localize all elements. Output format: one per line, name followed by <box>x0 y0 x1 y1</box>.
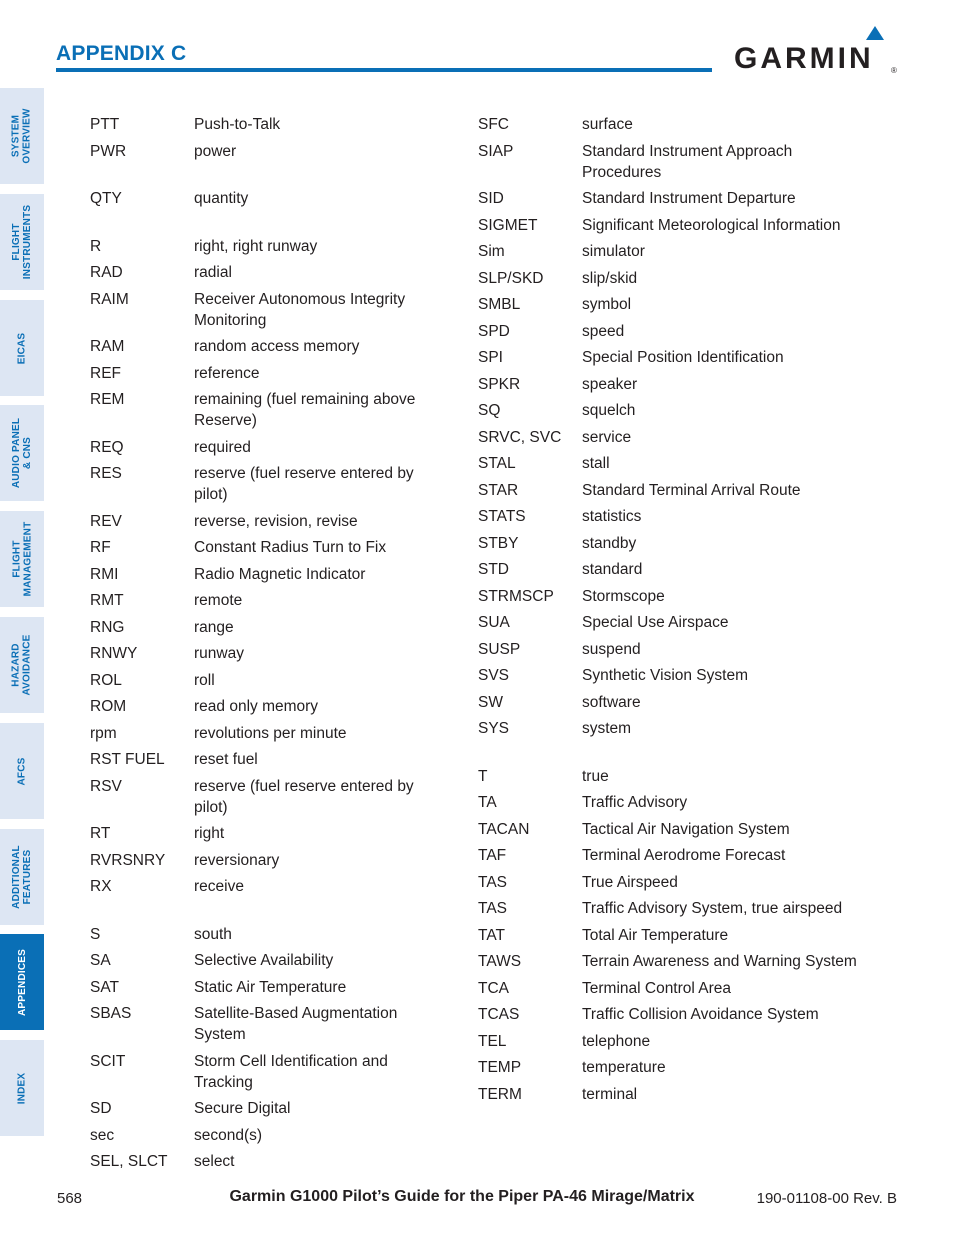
abbreviation: TCA <box>478 979 509 997</box>
abbreviation: RVRSNRY <box>90 851 166 869</box>
definition: Traffic Advisory System, true airspeed <box>582 900 843 917</box>
glossary-entry <box>90 776 450 818</box>
abbreviation: RAM <box>90 338 125 355</box>
glossary-entry <box>90 1125 450 1146</box>
abbreviation-list-right <box>478 114 858 1105</box>
definition: system <box>582 720 632 737</box>
glossary-entry <box>478 872 858 893</box>
definition: Push-to-Talk <box>194 116 281 133</box>
group-spacer <box>90 162 450 189</box>
abbreviation: SVS <box>478 667 510 684</box>
glossary-entry <box>478 506 858 527</box>
glossary-entry <box>90 977 450 998</box>
glossary-entry <box>478 321 858 342</box>
abbreviation: TAS <box>478 900 507 917</box>
definition: Standard Instrument Departure <box>582 190 796 207</box>
abbreviation: TCAS <box>478 1006 520 1023</box>
abbreviation: TACAN <box>478 820 530 838</box>
abbreviation: RAD <box>90 264 123 281</box>
glossary-entry <box>90 1003 450 1045</box>
definition: required <box>194 438 251 456</box>
glossary-entry <box>478 559 858 580</box>
glossary-entry <box>90 617 450 638</box>
definition: right, right runway <box>194 237 318 255</box>
definition: power <box>194 142 237 160</box>
glossary-entry <box>478 268 858 289</box>
glossary-entry <box>90 924 450 945</box>
tab-flight-instruments[interactable] <box>0 194 44 290</box>
glossary-entry <box>90 463 450 505</box>
abbreviation: ROL <box>90 671 122 689</box>
abbreviation: SUA <box>478 614 510 631</box>
glossary-entry <box>90 823 450 844</box>
abbreviation: SAT <box>90 978 119 996</box>
definition: Radio Magnetic Indicator <box>194 565 366 583</box>
definition: simulator <box>582 243 645 260</box>
abbreviation: SRVC, SVC <box>478 428 562 446</box>
abbreviation: SUSP <box>478 640 521 658</box>
abbreviation: T <box>478 767 488 785</box>
definition: surface <box>582 116 633 133</box>
tab-audio-panel-cns[interactable] <box>0 405 44 501</box>
definition: Tactical Air Navigation System <box>582 820 790 838</box>
abbreviation: TAWS <box>478 953 522 970</box>
glossary-entry <box>478 1057 858 1078</box>
abbreviation: SMBL <box>478 296 521 313</box>
definition: service <box>582 428 632 446</box>
abbreviation: TEMP <box>478 1059 522 1076</box>
glossary-entry <box>478 665 858 686</box>
definition: roll <box>194 671 215 689</box>
tab-eicas[interactable] <box>0 300 44 396</box>
glossary-entry <box>478 898 858 919</box>
document-number: 190-01108-00 Rev. B <box>756 1190 897 1207</box>
glossary-entry <box>90 670 450 691</box>
abbreviation: RNWY <box>90 645 138 662</box>
definition: stall <box>582 455 610 472</box>
abbreviation: RF <box>90 539 111 556</box>
glossary-entry <box>478 586 858 607</box>
abbreviation: QTY <box>90 190 122 207</box>
tab-label: APPENDICES <box>16 948 28 1016</box>
abbreviation: R <box>90 237 102 255</box>
glossary-entry <box>90 236 450 257</box>
abbreviation: REM <box>90 391 125 408</box>
abbreviation: STD <box>478 561 509 578</box>
definition: quantity <box>194 190 249 207</box>
definition: standard <box>582 561 643 578</box>
definition: select <box>194 1153 235 1170</box>
glossary-entry <box>90 437 450 458</box>
definition: Synthetic Vision System <box>582 667 748 684</box>
definition: random access memory <box>194 338 360 355</box>
abbreviation: ROM <box>90 698 127 715</box>
definition: Stormscope <box>582 587 665 605</box>
definition: right <box>194 825 225 842</box>
glossary-entry <box>478 845 858 866</box>
abbreviation: RAIM <box>90 290 129 308</box>
footer-title-text: Garmin G1000 Pilot’s Guide for the Piper PA-46 Mirage/Matrix <box>229 1188 695 1205</box>
definition: speaker <box>582 375 638 393</box>
glossary-entry <box>478 533 858 554</box>
abbreviation: STRMSCP <box>478 587 554 605</box>
tab-label: FLIGHT MANAGEMENT <box>11 521 33 597</box>
definition: Standard Instrument Approach Procedures <box>582 142 793 181</box>
abbreviation: REV <box>90 512 122 530</box>
abbreviation: STATS <box>478 508 526 525</box>
glossary-entry <box>478 951 858 972</box>
definition: symbol <box>582 296 632 313</box>
abbreviation: TERM <box>478 1085 522 1103</box>
abbreviation: SD <box>90 1100 112 1117</box>
abbreviation: RX <box>90 878 112 895</box>
abbreviation: REQ <box>90 438 124 456</box>
abbreviation: STAR <box>478 481 519 499</box>
glossary-entry <box>478 1084 858 1105</box>
glossary-entry <box>478 400 858 421</box>
glossary-entry <box>90 749 450 770</box>
glossary-entry <box>478 453 858 474</box>
abbreviation: SPI <box>478 349 503 366</box>
tab-label: EICAS <box>16 332 28 364</box>
abbreviation: SA <box>90 952 111 969</box>
glossary-entry <box>90 643 450 664</box>
definition: south <box>194 925 232 943</box>
glossary-entry <box>478 427 858 448</box>
abbreviation-list-left <box>90 114 450 1172</box>
definition: speed <box>582 322 625 340</box>
glossary-entry <box>90 289 450 331</box>
glossary-entry <box>478 766 858 787</box>
glossary-entry <box>478 978 858 999</box>
definition: telephone <box>582 1032 651 1050</box>
glossary-entry <box>478 188 858 209</box>
definition: reference <box>194 364 260 382</box>
garmin-triangle-icon <box>866 26 884 40</box>
definition: Terrain Awareness and Warning System <box>582 953 857 970</box>
abbreviation: REF <box>90 364 121 382</box>
glossary-entry <box>478 1031 858 1052</box>
definition: software <box>582 693 641 711</box>
glossary-entry <box>90 850 450 871</box>
glossary-entry <box>478 639 858 660</box>
glossary-entry <box>90 511 450 532</box>
abbreviation: SYS <box>478 720 510 737</box>
abbreviation: TAS <box>478 873 507 891</box>
abbreviation: SID <box>478 190 504 207</box>
definition: terminal <box>582 1085 638 1103</box>
tab-hazard-avoidance[interactable] <box>0 617 44 713</box>
abbreviation: SLP/SKD <box>478 269 544 287</box>
definition: Selective Availability <box>194 952 334 969</box>
glossary-entry <box>90 141 450 162</box>
tab-system-overview[interactable] <box>0 88 44 184</box>
abbreviation: RSV <box>90 777 122 795</box>
glossary-entry <box>478 374 858 395</box>
definition: Special Use Airspace <box>582 614 729 631</box>
abbreviation: STAL <box>478 455 516 472</box>
definition: Secure Digital <box>194 1100 291 1117</box>
glossary-entry <box>90 696 450 717</box>
group-spacer <box>90 209 450 236</box>
glossary-entry <box>90 114 450 135</box>
tab-label: AUDIO PANEL & CNS <box>11 417 34 489</box>
definition: standby <box>582 534 637 552</box>
abbreviation: SCIT <box>90 1052 126 1070</box>
glossary-entry <box>478 792 858 813</box>
definition: Special Position Identification <box>582 349 784 366</box>
definition: statistics <box>582 508 642 525</box>
definition: remaining (fuel remaining above Reserve) <box>194 391 416 429</box>
garmin-logo <box>734 26 898 76</box>
abbreviation: SEL, SLCT <box>90 1153 168 1170</box>
definition: range <box>194 618 234 636</box>
definition: true <box>582 767 609 785</box>
glossary-entry <box>90 336 450 357</box>
definition: Static Air Temperature <box>194 978 347 996</box>
abbreviation: RNG <box>90 618 125 636</box>
registered-mark: ® <box>891 66 897 75</box>
definition: reserve (fuel reserve entered by pilot) <box>194 465 414 503</box>
abbreviation: SQ <box>478 402 501 419</box>
definition: Receiver Autonomous Integrity Monitoring <box>194 290 406 329</box>
glossary-entry <box>90 1151 450 1172</box>
glossary-entry <box>478 141 858 183</box>
abbreviation: RMI <box>90 565 119 583</box>
abbreviation: TA <box>478 794 497 811</box>
glossary-entry <box>478 294 858 315</box>
page-number: 568 <box>57 1190 83 1207</box>
tab-label: HAZARD AVOIDANCE <box>11 634 34 696</box>
tab-label: FLIGHT INSTRUMENTS <box>11 204 34 280</box>
definition: Storm Cell Identification and Tracking <box>194 1052 388 1091</box>
abbreviation: TAF <box>478 847 507 864</box>
abbreviation: Sim <box>478 243 505 260</box>
glossary-entry <box>90 363 450 384</box>
definition: Satellite-Based Augmentation System <box>194 1005 398 1043</box>
tab-label: SYSTEM OVERVIEW <box>11 108 34 164</box>
tab-label: AFCS <box>16 756 28 786</box>
definition: temperature <box>582 1059 666 1076</box>
abbreviation: SBAS <box>90 1005 132 1022</box>
abbreviation: PWR <box>90 142 127 160</box>
glossary-entry <box>90 262 450 283</box>
definition: revolutions per minute <box>194 724 347 742</box>
definition: receive <box>194 878 244 895</box>
definition: Total Air Temperature <box>582 926 729 944</box>
glossary-entry <box>478 1004 858 1025</box>
abbreviation: TEL <box>478 1032 507 1050</box>
definition: second(s) <box>194 1126 263 1144</box>
definition: Significant Meteorological Information <box>582 216 841 234</box>
glossary-entry <box>90 1051 450 1093</box>
tab-index[interactable] <box>0 1040 44 1136</box>
abbreviation: S <box>90 925 101 943</box>
glossary-entry <box>478 612 858 633</box>
definition: remote <box>194 592 243 609</box>
tab-afcs[interactable] <box>0 723 44 819</box>
abbreviation: sec <box>90 1126 115 1144</box>
abbreviation: STBY <box>478 534 519 552</box>
glossary-entry <box>478 215 858 236</box>
abbreviation: SW <box>478 693 503 711</box>
definition: slip/skid <box>582 269 638 287</box>
definition: runway <box>194 645 244 662</box>
glossary-entry <box>478 925 858 946</box>
definition: read only memory <box>194 698 319 715</box>
abbreviation: SIGMET <box>478 216 538 234</box>
definition: Terminal Aerodrome Forecast <box>582 847 786 864</box>
glossary-entry <box>90 590 450 611</box>
glossary-entry <box>90 723 450 744</box>
abbreviation: SPD <box>478 322 510 340</box>
abbreviation: rpm <box>90 724 117 742</box>
abbreviation: RES <box>90 465 122 482</box>
definition: Traffic Advisory <box>582 794 688 811</box>
tab-label: ADDITIONAL FEATURES <box>11 845 34 909</box>
definition: suspend <box>582 640 641 658</box>
abbreviation: SFC <box>478 116 509 133</box>
tab-additional-features[interactable] <box>0 829 44 925</box>
glossary-entry <box>478 819 858 840</box>
glossary-entry <box>478 480 858 501</box>
glossary-entry <box>478 241 858 262</box>
glossary-entry <box>90 537 450 558</box>
glossary-entry <box>478 718 858 739</box>
definition: reversionary <box>194 851 280 869</box>
definition: reset fuel <box>194 751 258 768</box>
tab-appendices[interactable] <box>0 934 44 1030</box>
definition: Terminal Control Area <box>582 979 732 997</box>
glossary-entry <box>90 389 450 431</box>
glossary-entry <box>478 692 858 713</box>
tab-flight-management[interactable] <box>0 511 44 607</box>
definition: reserve (fuel reserve entered by pilot) <box>194 777 414 816</box>
abbreviation: TAT <box>478 926 505 944</box>
definition: reverse, revision, revise <box>194 512 358 530</box>
garmin-logo-text: GARMIN <box>734 42 874 75</box>
abbreviation: SIAP <box>478 142 514 160</box>
glossary-entry <box>90 188 450 209</box>
header-rule <box>56 68 712 72</box>
group-spacer <box>90 897 450 924</box>
tab-label: INDEX <box>16 1072 28 1104</box>
glossary-entry <box>478 114 858 135</box>
glossary-entry <box>90 950 450 971</box>
abbreviation: SPKR <box>478 375 521 393</box>
definition: radial <box>194 264 232 281</box>
group-spacer <box>478 739 858 766</box>
definition: squelch <box>582 402 636 419</box>
definition: Standard Terminal Arrival Route <box>582 481 801 499</box>
abbreviation: RT <box>90 825 111 842</box>
abbreviation: PTT <box>90 116 120 133</box>
section-title: APPENDIX C <box>56 42 187 65</box>
definition: Traffic Collision Avoidance System <box>582 1006 819 1023</box>
definition: Constant Radius Turn to Fix <box>194 539 387 556</box>
glossary-entry <box>90 1098 450 1119</box>
glossary-entry <box>478 347 858 368</box>
glossary-entry <box>90 564 450 585</box>
definition: True Airspeed <box>582 873 678 891</box>
abbreviation: RST FUEL <box>90 751 165 768</box>
glossary-entry <box>90 876 450 897</box>
abbreviation: RMT <box>90 592 124 609</box>
